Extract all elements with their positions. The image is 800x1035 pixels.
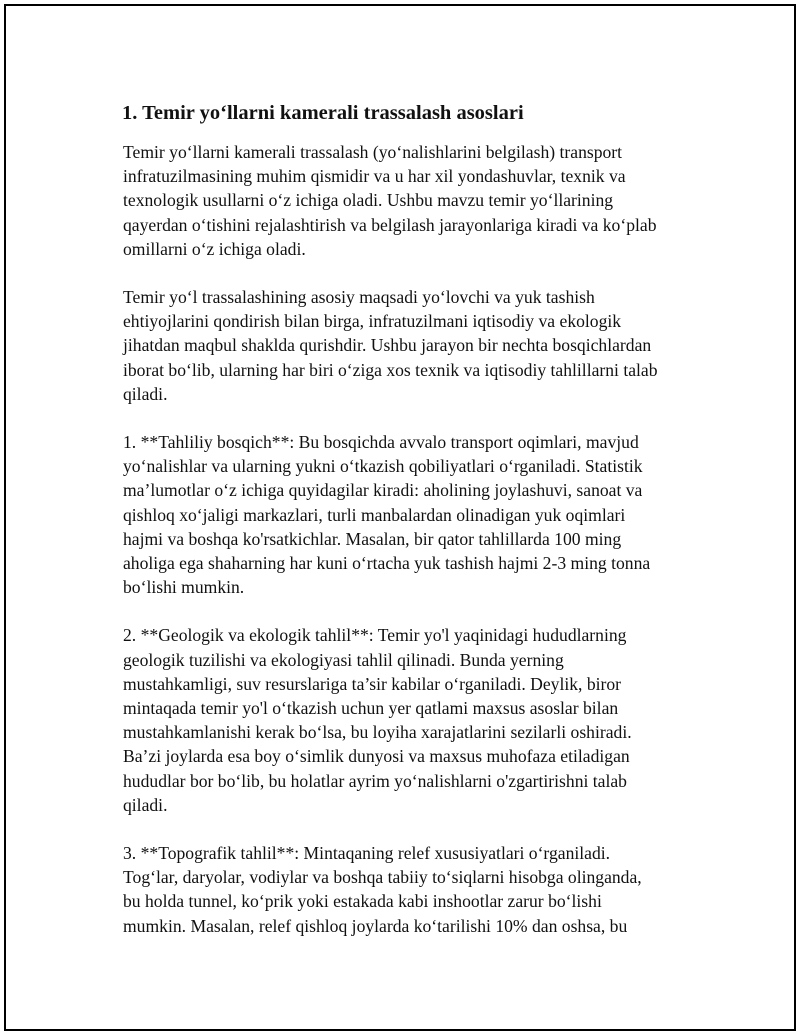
text-line: geologik tuzilishi va ekologiyasi tahlil qilinadi. Bunda yerning <box>123 649 564 670</box>
paragraph-analytical-stage <box>123 430 690 599</box>
paragraph-geological-analysis <box>123 623 690 817</box>
text-line: mintaqada temir yo'l o‘tkazish uchun yer qatlami maxsus asoslar bilan <box>123 698 619 719</box>
text-line: qishloq xo‘jaligi markazlari, turli manbalardan olinadigan yuk oqimlari <box>123 504 626 525</box>
text-line: qiladi. <box>123 794 168 815</box>
text-line: texnologik usullarni o‘z ichiga oladi. Ushbu mavzu temir yo‘llarining <box>123 190 614 211</box>
paragraph-intro <box>123 140 690 261</box>
text-line: iborat bo‘lib, ularning har biri o‘ziga xos texnik va iqtisodiy tahlillarni talab <box>123 359 658 380</box>
text-line: Temir yo‘llarni kamerali trassalash (yo‘nalishlarini belgilash) transport <box>123 142 623 162</box>
text-line: jihatdan maqbul shaklda qurishdir. Ushbu jarayon bir nechta bosqichlardan <box>123 335 652 356</box>
text-line: qayerdan o‘tishini rejalashtirish va belgilash jarayonlariga kiradi va ko‘plab <box>123 214 657 235</box>
text-line: Tog‘lar, daryolar, vodiylar va boshqa tabiiy to‘siqlarni hisobga olinganda, <box>123 867 642 888</box>
text-line: hududlar bor bo‘lib, bu holatlar ayrim yo‘nalishlarni o'zgartirishni talab <box>123 770 627 791</box>
text-line: omillarni o‘z ichiga oladi. <box>123 238 306 259</box>
text-line: mustahkamligi, suv resurslariga ta’sir kabilar o‘rganiladi. Deylik, biror <box>123 673 622 694</box>
document-body <box>120 98 690 962</box>
text-line: aholiga ega shaharning har kuni o‘rtacha yuk tashish hajmi 2-3 ming tonna <box>123 553 651 574</box>
text-line: ma’lumotlar o‘z ichiga quyidagilar kiradi: aholining joylashuvi, sanoat va <box>123 480 643 501</box>
text-line: mumkin. Masalan, relef qishloq joylarda ko‘tarilishi 10% dan oshsa, bu <box>123 915 628 936</box>
text-line: ehtiyojlarini qondirish bilan birga, infratuzilmani iqtisodiy va ekologik <box>123 311 622 332</box>
text-line: 2. **Geologik va ekologik tahlil**: Temir yo'l yaqinidagi hududlarning <box>123 625 627 646</box>
text-line: infratuzilmasining muhim qismidir va u har xil yondashuvlar, texnik va <box>123 166 626 187</box>
text-line: bo‘lishi mumkin. <box>123 577 245 598</box>
text-line: mustahkamlanishi kerak bo‘lsa, bu loyiha xarajatlarini sezilarli oshiradi. <box>123 722 632 743</box>
text-line: Ba’zi joylarda esa boy o‘simlik dunyosi va maxsus muhofaza etiladigan <box>123 746 630 767</box>
text-line: 1. **Tahliliy bosqich**: Bu bosqichda avvalo transport oqimlari, mavjud <box>123 432 639 453</box>
text-line: yo‘nalishlar va ularning yukni o‘tkazish qobiliyatlari o‘rganiladi. Statistik <box>123 456 643 477</box>
paragraph-topographic-analysis <box>123 841 690 938</box>
text-line: Temir yo‘l trassalashining asosiy maqsadi yo‘lovchi va yuk tashish <box>123 287 595 308</box>
page-frame <box>4 4 796 1031</box>
text-line: 3. **Topografik tahlil**: Mintaqaning relef xususiyatlari o‘rganiladi. <box>123 843 611 864</box>
section-heading: 1. Temir yo‘llarni kamerali trassalash asoslari <box>122 102 524 124</box>
paragraph-purpose <box>123 285 690 406</box>
text-line: bu holda tunnel, ko‘prik yoki estakada kabi inshootlar zarur bo‘lishi <box>123 891 602 912</box>
text-line: qiladi. <box>123 383 168 404</box>
text-line: hajmi va boshqa ko'rsatkichlar. Masalan, bir qator tahlillarda 100 ming <box>123 528 622 549</box>
